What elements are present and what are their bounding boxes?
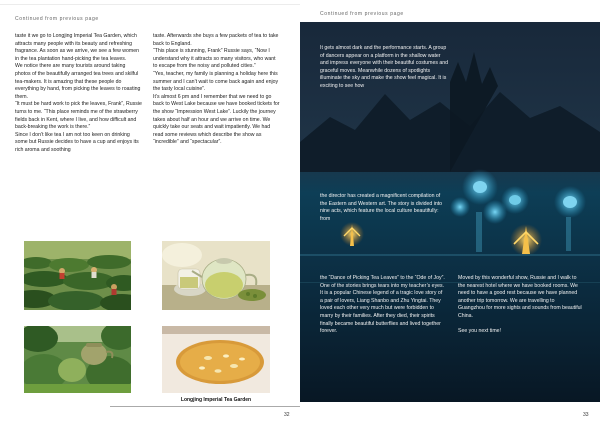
paragraph: It gets almost dark and the performance starts. A group of dancers appear on a platform in the shallow water and impress everyone with their beautiful costumes and graceful moves. Meanwhile dozens of spotlights illuminate the sky and make the show feel magical. It is exciting to see how bbox=[320, 45, 449, 89]
paragraph: Moved by this wonderful show, Russie and I walk to the nearest hotel where we have booked rooms. We need to have a good rest because we have planned another trip tomorrow. We are travelling to Guangzhou for more sights and sounds from beautiful China. bbox=[458, 275, 582, 319]
photo-tea-garden-sculpture bbox=[24, 326, 131, 393]
paragraph: taste it we go to Longjing Imperial Tea Garden, which attracts many people with its beauty and refreshing fragrance. As soon as we arrive, we see a few women in the tea plantation hand-picking the tea leaves. bbox=[15, 33, 139, 62]
story-block-4 bbox=[458, 275, 582, 335]
photo-tea-plantation bbox=[24, 241, 131, 310]
right-page bbox=[300, 0, 600, 424]
paragraph: the “Dance of Picking Tea Leaves” to the “Ode of Joy”. bbox=[320, 275, 445, 281]
paragraph: “It must be hard work to pick the leaves, Frank”, Russie turns to me. “This place reminds me of the strawberry fields back in Kent, where I live, and how difficult and back-breaking the work is there.” bbox=[15, 101, 142, 131]
paragraph: It’s almost 6 pm and I remember that we need to go back to West Lake because we have booked tickets for the show “Impression West Lake”. Luckily the journey takes about half an hour and we arrive on time. We quickly take our seats and wait impatiently. We had read some reviews which describe the show as “incredible” and “spectacular”. bbox=[153, 93, 280, 146]
continued-label: Continued from previous page bbox=[15, 16, 99, 22]
top-rule bbox=[0, 0, 300, 5]
paragraph: the director has created a magnificent compilation of the Eastern and Western art. The story is divided into nine acts, which feature the local culture beautifully: from bbox=[320, 193, 443, 222]
paragraph: Since I don’t like tea I am not too keen on drinking some but Russie decides to have a cup and enjoys its rich aroma and soothing bbox=[15, 131, 139, 153]
photo-caption: Longjing Imperial Tea Garden bbox=[180, 397, 252, 403]
story-block-3 bbox=[320, 275, 446, 336]
page-number: 33 bbox=[583, 412, 589, 418]
paragraph: One of the stories brings tears into my teacher’s eyes. It is a popular Chinese legend of a tragic love story of a pair of lovers, Liang Shanbo and Zhu Yingtai. They loved each other very much but were forbidden to marry by their families. After they died, their spirits finally became beautiful butterflies and lived together forever. bbox=[320, 282, 445, 335]
paragraph: taste. Afterwards she buys a few packets of tea to take back to England. bbox=[153, 33, 279, 47]
bottom-rule bbox=[110, 406, 300, 407]
continued-label: Continued from previous page bbox=[320, 11, 404, 17]
photo-tea-in-glass bbox=[162, 326, 270, 393]
paragraph: “This place is stunning, Frank” Russie says, “Now I understand why it attracts so many visitors, who want to escape from the noisy and polluted cities.” bbox=[153, 48, 276, 70]
night-performance-background bbox=[300, 22, 600, 402]
paragraph: We notice there are many tourists around taking photos of the beautifully arranged tea trees and skilful tea-makers. It is amazing that these people do everything by hand, from picking the leaves to roasting them. bbox=[15, 63, 141, 100]
page-number: 32 bbox=[284, 412, 290, 418]
paragraph: See you next time! bbox=[458, 327, 501, 334]
paragraph: “Yes, teacher, my family is planning a holiday here this summer and I can’t wait to come back again and enjoy the tasty local cuisine”. bbox=[153, 70, 279, 93]
story-block-2 bbox=[320, 193, 444, 223]
article-column-2 bbox=[153, 33, 281, 147]
story-block-1 bbox=[320, 45, 450, 91]
article-column-1 bbox=[15, 33, 142, 155]
photo-glass-teapot bbox=[162, 241, 270, 310]
